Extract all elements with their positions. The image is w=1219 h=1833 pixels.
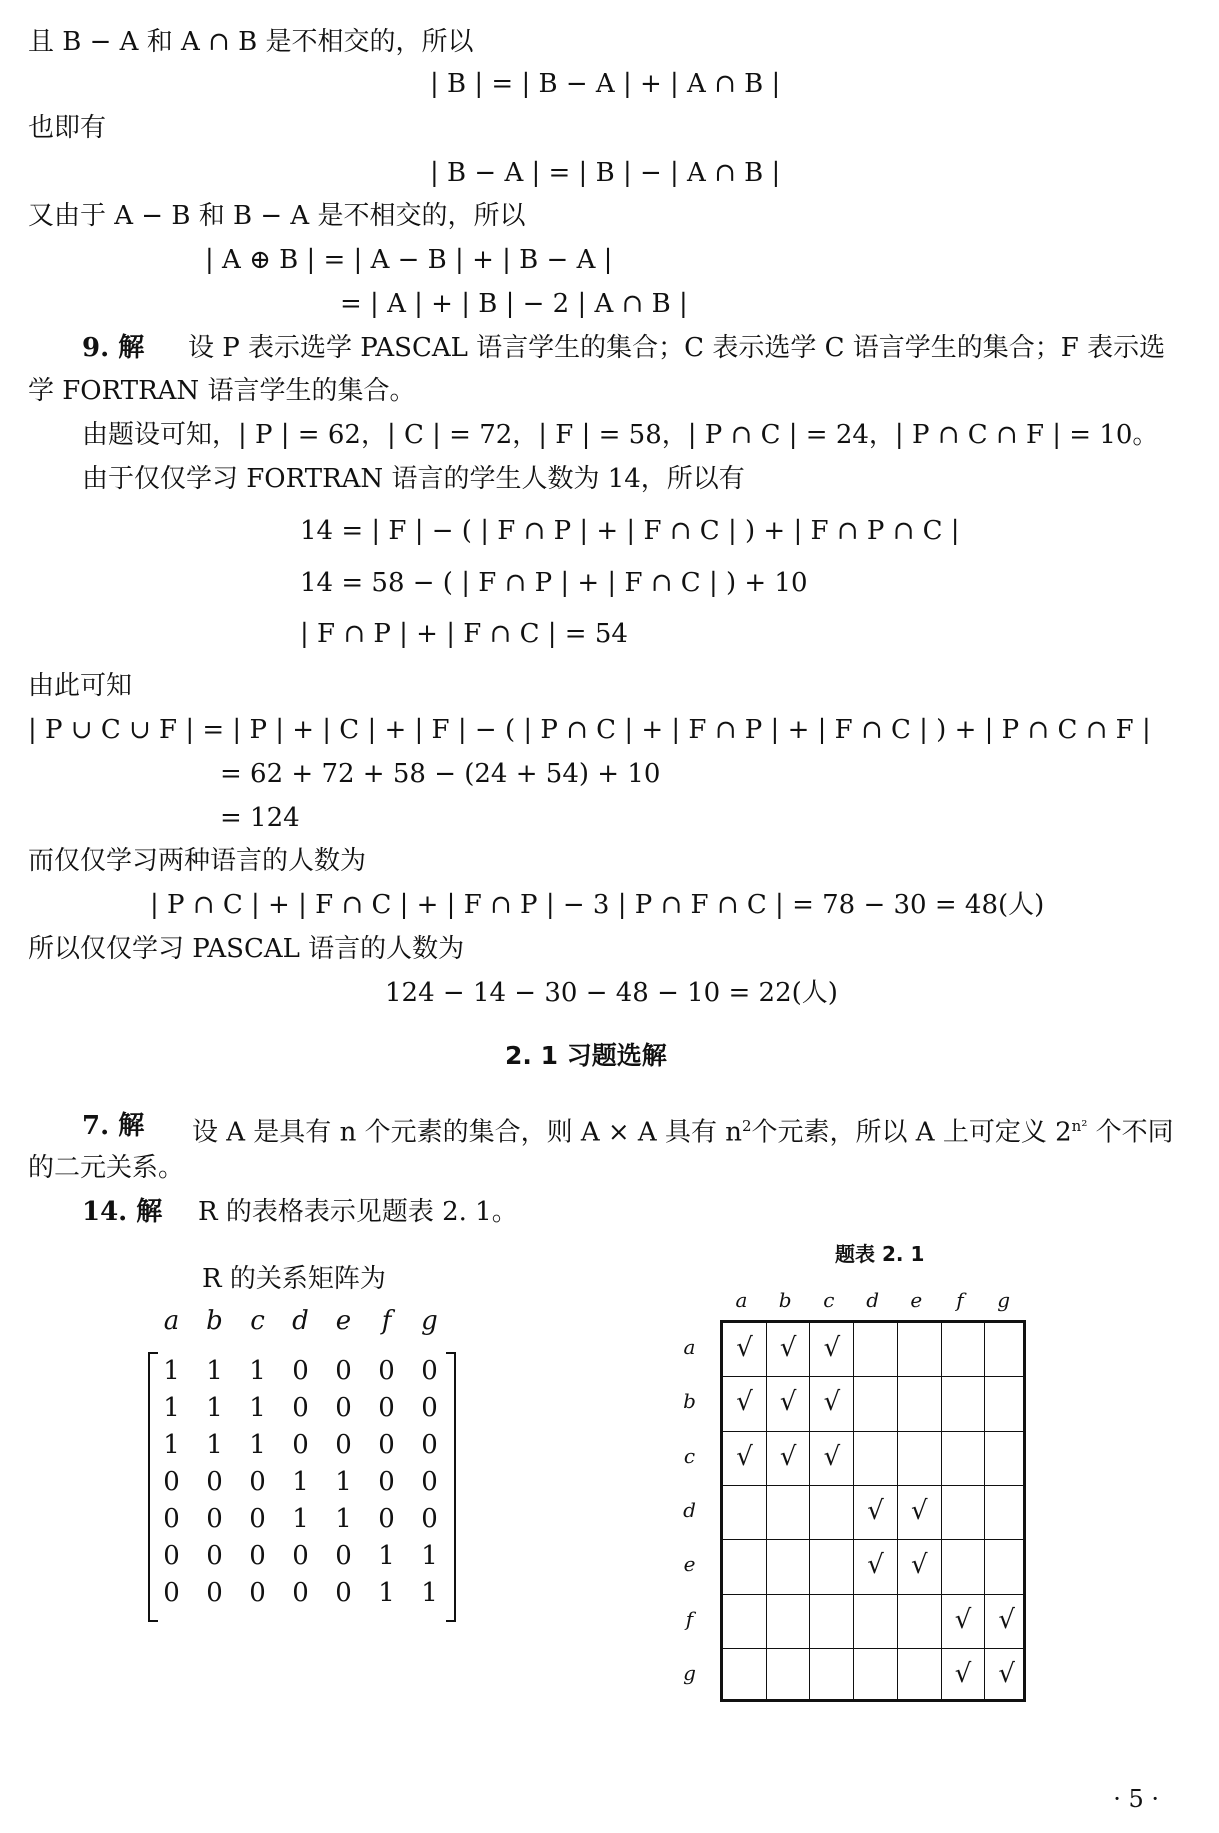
table-gridline [984,1323,985,1699]
check-mark: √ [736,1333,753,1363]
matrix-cell: 1 [335,1467,352,1497]
check-mark: √ [736,1387,753,1418]
equation: = 62 + 72 + 58 − (24 + 54) + 10 [220,759,661,789]
matrix-cell: 1 [335,1504,352,1534]
check-mark: √ [823,1333,841,1363]
equation: | P ∪ C ∪ F | = | P | + | C | + | F | − ( | P ∩ C | + | F ∩ P | + | F ∩ C | ) + | P ∩ C ∩ F | [28,715,1151,745]
matrix-col-header: c [250,1306,265,1336]
text-line: 而仅仅学习两种语言的人数为 [28,846,367,876]
matrix-caption: R 的关系矩阵为 [202,1264,386,1294]
matrix-cell: 1 [163,1430,180,1460]
matrix-cell: 0 [206,1541,223,1571]
table-gridline [723,1485,1023,1486]
table-gridline [809,1323,810,1699]
matrix-cell: 0 [206,1467,223,1497]
matrix-row [150,1393,451,1423]
equation: = 124 [220,803,300,833]
equation: | B | = | B − A | + | A ∩ B | [430,69,781,99]
table-col-header: d [866,1288,879,1312]
matrix-cell: 1 [292,1467,309,1497]
matrix-row [150,1541,451,1571]
table-col-header: e [910,1288,923,1312]
matrix-cell: 0 [249,1578,266,1608]
check-mark: √ [998,1604,1015,1635]
table-row-header: e [683,1552,696,1577]
equation: = | A | + | B | − 2 | A ∩ B | [340,289,688,319]
matrix-cell: 0 [163,1467,180,1497]
matrix-cell: 0 [335,1393,352,1423]
check-mark: √ [911,1550,928,1581]
table-row-header: b [683,1389,696,1414]
matrix-left-bracket [148,1352,158,1622]
check-mark: √ [823,1387,841,1418]
matrix-cell: 1 [206,1356,223,1386]
matrix-cell: 0 [292,1578,309,1608]
check-mark: √ [823,1441,841,1472]
matrix-cell: 0 [292,1393,309,1423]
matrix-cell: 0 [421,1356,438,1386]
matrix-cell: 0 [378,1467,395,1497]
table-col-header: g [997,1288,1011,1312]
matrix-cell: 1 [206,1430,223,1460]
matrix-cell: 0 [292,1430,309,1460]
matrix-cell: 0 [421,1467,438,1497]
check-mark: √ [867,1550,884,1581]
equation: 14 = | F | − ( | F ∩ P | + | F ∩ C | ) + | F ∩ P ∩ C | [300,516,960,546]
check-mark: √ [779,1387,797,1418]
matrix-cell: 0 [378,1393,395,1423]
matrix-cell: 0 [206,1578,223,1608]
matrix-cell: 0 [335,1541,352,1571]
matrix-cell: 1 [378,1578,395,1608]
text-line: 又由于 A − B 和 B − A 是不相交的，所以 [28,201,526,231]
matrix-cell: 0 [163,1578,180,1608]
matrix-cell: 0 [421,1430,438,1460]
equation: 124 − 14 − 30 − 48 − 10 = 22(人) [385,978,838,1008]
matrix-col-header: d [292,1306,309,1336]
problem-number: 9. 解 [82,333,145,363]
matrix-cell: 1 [206,1393,223,1423]
equation: | A ⊕ B | = | A − B | + | B − A | [205,245,613,275]
matrix-cell: 1 [249,1430,266,1460]
check-mark: √ [998,1658,1015,1689]
matrix-cell: 1 [163,1356,180,1386]
table-row-header: a [683,1335,696,1359]
table-row-header: c [683,1443,696,1468]
equation: 14 = 58 − ( | F ∩ P | + | F ∩ C | ) + 10 [300,568,808,598]
table-gridline [723,1376,1023,1377]
matrix-cell: 0 [378,1504,395,1534]
matrix-cell: 0 [249,1541,266,1571]
table-gridline [766,1323,767,1699]
matrix-cell: 0 [421,1393,438,1423]
check-mark: √ [911,1495,928,1526]
table-caption: 题表 2. 1 [835,1242,925,1266]
table-col-header: f [956,1288,964,1312]
matrix-cell: 0 [249,1467,266,1497]
problem-number: 7. 解 [82,1111,145,1141]
matrix-col-header: e [335,1306,352,1336]
matrix-row [150,1467,451,1497]
text-line: 也即有 [28,113,107,143]
matrix-cell: 0 [163,1541,180,1571]
table-gridline [723,1648,1023,1649]
matrix-cell: 0 [378,1430,395,1460]
matrix-cell: 1 [249,1356,266,1386]
matrix-cell: 1 [249,1393,266,1423]
table-row-header: f [685,1606,694,1631]
table-col-header: b [778,1288,792,1312]
check-mark: √ [954,1658,972,1689]
text-line: 设 A 是具有 n 个元素的集合，则 A × A 具有 $n^2$个元素，所以 A 上可定义 $2^{n^2}$ 个不同 [192,1117,1174,1148]
check-mark: √ [954,1604,972,1635]
matrix-col-header: g [421,1306,438,1336]
check-mark: √ [779,1441,797,1472]
table-gridline [723,1539,1023,1540]
matrix-cell: 0 [292,1356,309,1386]
matrix-cell: 0 [249,1504,266,1534]
equation: | F ∩ P | + | F ∩ C | = 54 [300,619,628,649]
section-heading: 2. 1 习题选解 [505,1041,667,1070]
text-line: 所以仅仅学习 PASCAL 语言的人数为 [28,934,465,964]
matrix-row [150,1578,451,1608]
text-line: 由此可知 [28,671,133,701]
table-col-header: a [735,1288,748,1312]
matrix-cell: 0 [335,1578,352,1608]
page-number: · 5 · [1113,1785,1159,1813]
text-line: R 的表格表示见题表 2. 1。 [198,1197,518,1227]
matrix-right-bracket [446,1352,456,1622]
check-mark: √ [779,1333,797,1363]
matrix-cell: 0 [421,1504,438,1534]
matrix-row [150,1356,451,1386]
matrix-cell: 1 [378,1541,395,1571]
table-col-header: c [823,1288,835,1312]
matrix-cell: 0 [378,1356,395,1386]
matrix-col-header: b [206,1306,223,1336]
table-gridline [723,1594,1023,1595]
matrix-cell: 1 [421,1578,438,1608]
matrix-row [150,1504,451,1534]
equation: | B − A | = | B | − | A ∩ B | [430,158,781,188]
matrix-cell: 0 [163,1504,180,1534]
matrix-cell: 0 [206,1504,223,1534]
text-line: 的二元关系。 [28,1153,185,1183]
matrix-cell: 1 [163,1393,180,1423]
problem-number: 14. 解 [82,1197,163,1227]
text-line: 学 FORTRAN 语言学生的集合。 [28,376,416,406]
matrix-row [150,1430,451,1460]
text-line: 且 B − A 和 A ∩ B 是不相交的，所以 [28,27,474,57]
matrix-cell: 0 [335,1430,352,1460]
matrix-col-header: a [163,1306,180,1336]
equation: | P ∩ C | + | F ∩ C | + | F ∩ P | − 3 | P ∩ F ∩ C | = 78 − 30 = 48(人) [150,890,1045,920]
matrix-cell: 0 [335,1356,352,1386]
matrix-col-header: f [381,1306,392,1336]
table-row-header: g [683,1660,696,1685]
check-mark: √ [867,1495,884,1526]
matrix-cell: 1 [292,1504,309,1534]
table-row-header: d [683,1497,696,1522]
table-gridline [723,1431,1023,1432]
matrix-cell: 1 [421,1541,438,1571]
matrix-cell: 0 [292,1541,309,1571]
text-line: 由题设可知，| P | = 62，| C | = 72，| F | = 58，| P ∩ C | = 24，| P ∩ C ∩ F | = 10。 [82,420,1159,450]
text-line: 设 P 表示选学 PASCAL 语言学生的集合；C 表示选学 C 语言学生的集合；F 表示选 [188,333,1166,363]
matrix-header [150,1306,451,1336]
text-line: 由于仅仅学习 FORTRAN 语言的学生人数为 14，所以有 [82,464,745,494]
check-mark: √ [736,1441,753,1472]
relation-table [720,1320,1026,1702]
